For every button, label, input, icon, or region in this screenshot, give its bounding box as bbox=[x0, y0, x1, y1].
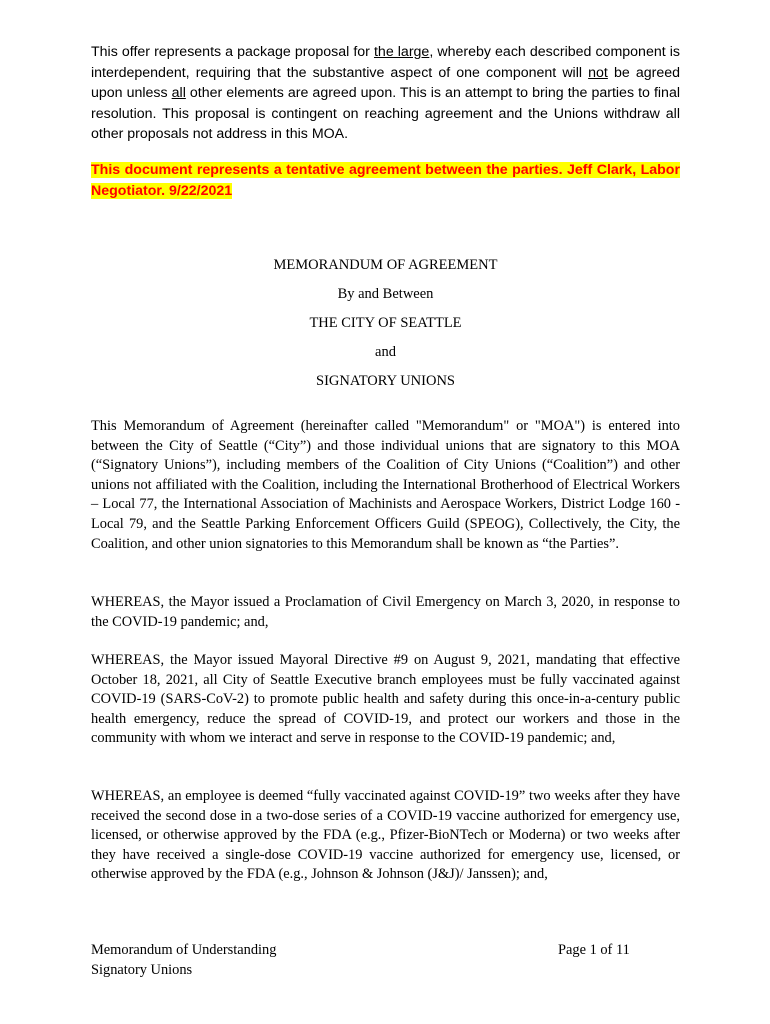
title-signatory-unions: SIGNATORY UNIONS bbox=[316, 373, 455, 389]
footer-document-title bbox=[91, 940, 276, 980]
tentative-agreement-note bbox=[91, 160, 680, 201]
paragraph-whereas-proclamation: WHEREAS, the Mayor issued a Proclamation of Civil Emergency on March 3, 2020, in response to the COVID-19 pandemic; and, bbox=[91, 594, 680, 630]
footer-page-number: Page 1 of 11 bbox=[558, 942, 630, 958]
intro-text-4: other elements are agreed upon. This is an attempt to bring the parties to final resolution. This proposal is contingent on reaching agreement and the Unions withdraw all other proposals not address in this MOA. bbox=[91, 85, 680, 142]
intro-underline-not: not bbox=[588, 64, 608, 81]
title-memorandum: MEMORANDUM OF AGREEMENT bbox=[273, 257, 498, 273]
title-block bbox=[91, 254, 680, 399]
intro-underline-all: all bbox=[171, 85, 186, 101]
paragraph-whereas-fully-vaccinated: WHEREAS, an employee is deemed “fully vaccinated against COVID-19” two weeks after they have received the second dose in a two-dose series of a COVID-19 vaccine authorized for emergency use, licensed, or otherwise approved by the FDA (e.g., Pfizer-BioNTech or Moderna) or two weeks after they have received a single-dose COVID-19 vaccine authorized for emergency use, licensed, or otherwise approved by the FDA (e.g., Johnson & Johnson (J&J)/ Janssen); and, bbox=[91, 788, 680, 883]
title-city-of-seattle: THE CITY OF SEATTLE bbox=[309, 315, 462, 331]
title-by-and-between: By and Between bbox=[337, 286, 434, 302]
tentative-note-highlight: This document represents a tentative agreement between the parties. Jeff Clark, Labor Negotiator. 9/22/2021 bbox=[91, 162, 680, 199]
intro-text-3: be agreed upon unless bbox=[91, 64, 681, 101]
footer-line-memorandum: Memorandum of Understanding bbox=[91, 942, 277, 958]
intro-text-2: , whereby each described component is interdependent, requiring that the substantive aspect of one component will bbox=[91, 44, 680, 81]
paragraph-parties: This Memorandum of Agreement (hereinafter called "Memorandum" or "MOA") is entered into between the City of Seattle (“City”) and those individual unions that are signatory to this MOA (“Signatory Unions”), including members of the Coalition of City Unions (“Coalition”) and other unions not affiliated with the Coalition, including the International Brotherhood of Electrical Workers – Local 77, the International Association of Machinists and Aerospace Workers, District Lodge 160 - Local 79, and the Seattle Parking Enforcement Officers Guild (SPEOG), Collectively, the City, the Coalition, and other union signatories to this Memorandum shall be known as “the Parties”. bbox=[91, 418, 680, 552]
paragraph-whereas-directive: WHEREAS, the Mayor issued Mayoral Directive #9 on August 9, 2021, mandating that effective October 18, 2021, all City of Seattle Executive branch employees must be fully vaccinated against COVID-19 (SARS-CoV-2) to promote public health and safety during this once-in-a-century public health emergency, reduce the spread of COVID-19, and protect our workers and those in the community with whom we interact and serve in response to the COVID-19 pandemic; and, bbox=[91, 652, 680, 747]
intro-underline-the-large: the large bbox=[373, 44, 430, 60]
footer-line-signatory: Signatory Unions bbox=[91, 962, 193, 978]
title-and: and bbox=[375, 344, 396, 360]
intro-text-1: This offer represents a package proposal for bbox=[91, 44, 374, 60]
offer-intro-paragraph bbox=[91, 42, 680, 145]
